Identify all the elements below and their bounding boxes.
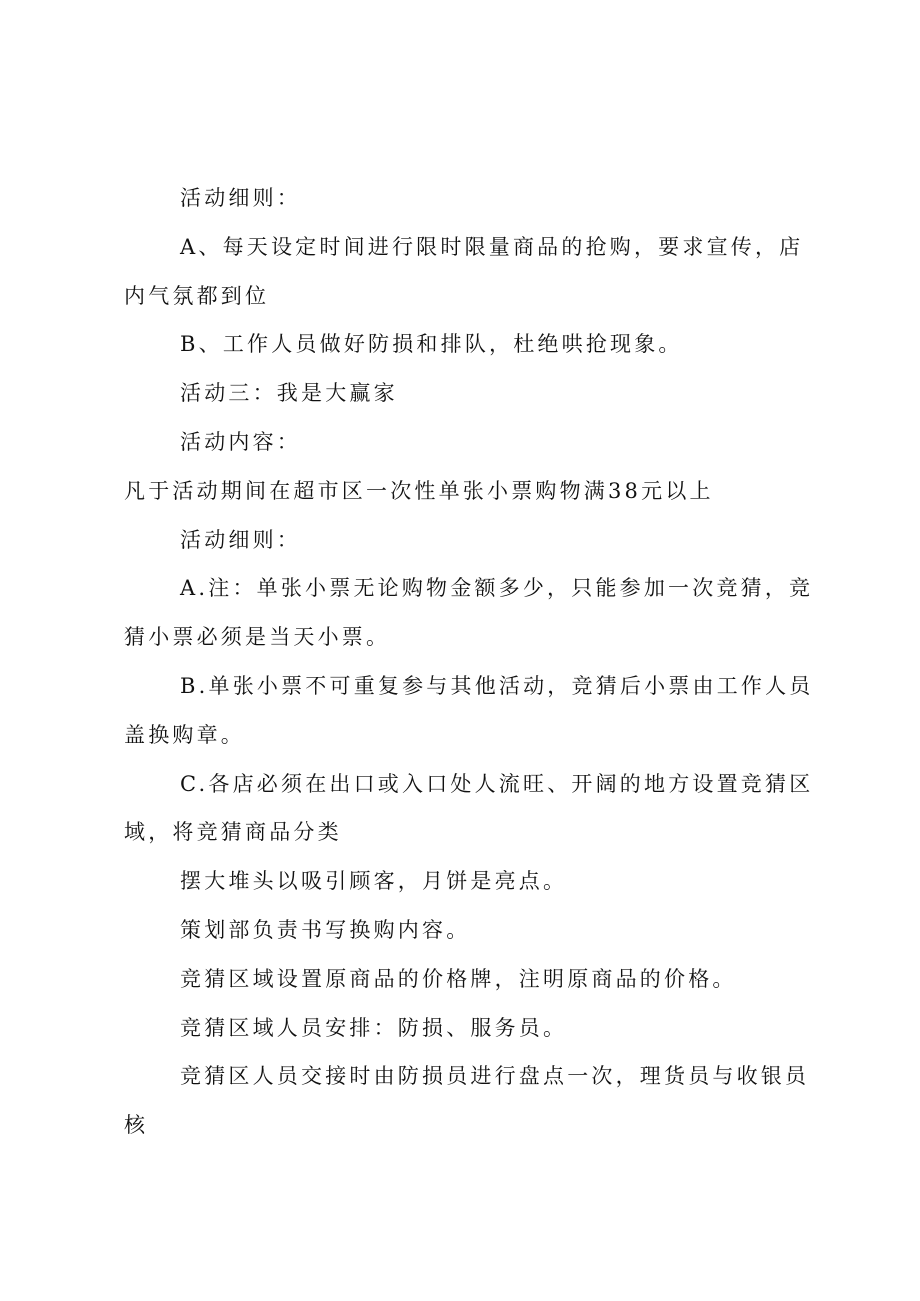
- paragraph-handover: 竞猜区人员交接时由防损员进行盘点一次，理货员与收银员核: [124, 1064, 810, 1138]
- paragraph-rule-a-flash-sale: A、每天设定时间进行限时限量商品的抢购，要求宣传，店内气氛都到位: [124, 234, 804, 308]
- paragraph-activity-content-heading: 活动内容：: [180, 429, 301, 454]
- document-body: [124, 174, 824, 1150]
- paragraph-rule-b-staff: B、工作人员做好防损和排队，杜绝哄抢现象。: [180, 332, 683, 357]
- paragraph-price-tag: 竞猜区域设置原商品的价格牌，注明原商品的价格。: [180, 966, 737, 991]
- paragraph-activity-three-title: 活动三：我是大赢家: [180, 381, 398, 406]
- paragraph-rule-b-receipt: B.单张小票不可重复参与其他活动，竞猜后小票由工作人员盖换购章。: [124, 673, 814, 747]
- paragraph-rule-c-continued: 域，将竞猜商品分类: [124, 820, 342, 845]
- paragraph-planning: 策划部负责书写换购内容。: [180, 917, 471, 942]
- paragraph-rules-heading-2: 活动细则：: [180, 527, 301, 552]
- paragraph-rules-heading-1: 活动细则：: [180, 186, 301, 210]
- paragraph-rule-c-area: C.各店必须在出口或入口处人流旺、开阔的地方设置竞猜区: [180, 771, 814, 796]
- paragraph-display: 摆大堆头以吸引顾客，月饼是亮点。: [180, 869, 568, 894]
- paragraph-activity-content: 凡于活动期间在超市区一次性单张小票购物满38元以上: [124, 478, 714, 503]
- paragraph-rule-a-guess: A.注：单张小票无论购物金额多少，只能参加一次竞猜，竞猜小票必须是当天小票。: [124, 576, 814, 650]
- paragraph-staffing: 竞猜区域人员安排：防损、服务员。: [180, 1015, 568, 1040]
